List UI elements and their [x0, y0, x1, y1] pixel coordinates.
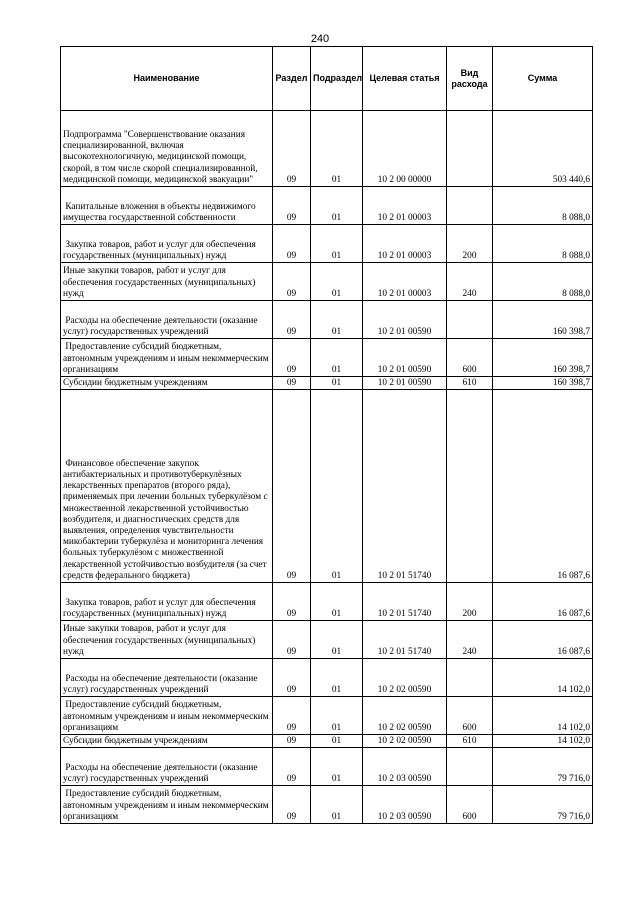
cell-name: Подпрограмма "Совершенствование оказания специализированной, включая высокотехнологичную, медицинской помощи, скорой, в том числе скорой специализированной, медицинской помощи, медицинской эвакуации" [61, 111, 273, 187]
cell-target: 10 2 01 51740 [363, 621, 447, 659]
cell-sum: 503 440,6 [493, 111, 593, 187]
cell-target: 10 2 01 00590 [363, 301, 447, 339]
cell-name: Предоставление субсидий бюджетным, автономным учреждениям и иным некоммерческим организациям [61, 786, 273, 824]
cell-target: 10 2 02 00590 [363, 659, 447, 697]
cell-name: Расходы на обеспечение деятельности (оказание услуг) государственных учреждений [61, 301, 273, 339]
cell-target: 10 2 03 00590 [363, 786, 447, 824]
header-subsection: Подраздел [311, 47, 363, 111]
cell-expense-type: 240 [447, 263, 493, 301]
cell-section: 09 [273, 621, 311, 659]
cell-sum: 16 087,6 [493, 583, 593, 621]
cell-expense-type: 600 [447, 697, 493, 735]
cell-name: Расходы на обеспечение деятельности (оказание услуг) государственных учреждений [61, 659, 273, 697]
table-row [61, 390, 593, 583]
table-row [61, 301, 593, 339]
cell-section: 09 [273, 339, 311, 377]
cell-subsection: 01 [311, 735, 363, 748]
cell-sum: 16 087,6 [493, 621, 593, 659]
cell-target: 10 2 00 00000 [363, 111, 447, 187]
cell-target: 10 2 01 00003 [363, 225, 447, 263]
cell-expense-type: 610 [447, 735, 493, 748]
cell-expense-type [447, 659, 493, 697]
cell-section: 09 [273, 301, 311, 339]
table-row [61, 748, 593, 786]
table-header-row [61, 47, 593, 111]
cell-sum: 14 102,0 [493, 697, 593, 735]
cell-subsection: 01 [311, 748, 363, 786]
header-target: Целевая статья [363, 47, 447, 111]
cell-sum: 8 088,0 [493, 225, 593, 263]
cell-name: Иные закупки товаров, работ и услуг для обеспечения государственных (муниципальных) нужд [61, 263, 273, 301]
cell-name: Субсидии бюджетным учреждениям [61, 735, 273, 748]
header-section: Раздел [273, 47, 311, 111]
cell-sum: 160 398,7 [493, 301, 593, 339]
cell-subsection: 01 [311, 390, 363, 583]
cell-subsection: 01 [311, 786, 363, 824]
table-row [61, 111, 593, 187]
cell-section: 09 [273, 390, 311, 583]
cell-subsection: 01 [311, 377, 363, 390]
cell-sum: 8 088,0 [493, 263, 593, 301]
cell-subsection: 01 [311, 111, 363, 187]
cell-name: Финансовое обеспечение закупок антибактериальных и противотуберкулёзных лекарственных препаратов (второго ряда), применяемых при лечении больных туберкулёзом с множественной лекарственной устойчивостью возбудителя, и диагностических средств для выявления, определения чувствительности микобактерии туберкулёза и мониторинга лечения больных туберкулёзом с множественной лекарственной устойчивостью возбудителя (за счет средств федерального бюджета) [61, 390, 273, 583]
cell-subsection: 01 [311, 301, 363, 339]
cell-expense-type: 200 [447, 225, 493, 263]
cell-expense-type [447, 748, 493, 786]
cell-subsection: 01 [311, 621, 363, 659]
cell-subsection: 01 [311, 263, 363, 301]
cell-name: Предоставление субсидий бюджетным, автономным учреждениям и иным некоммерческим организациям [61, 339, 273, 377]
cell-sum: 14 102,0 [493, 659, 593, 697]
cell-section: 09 [273, 111, 311, 187]
cell-target: 10 2 01 00003 [363, 187, 447, 225]
cell-name: Капитальные вложения в объекты недвижимого имущества государственной собственности [61, 187, 273, 225]
cell-target: 10 2 01 51740 [363, 583, 447, 621]
cell-subsection: 01 [311, 339, 363, 377]
cell-section: 09 [273, 697, 311, 735]
cell-name: Расходы на обеспечение деятельности (оказание услуг) государственных учреждений [61, 748, 273, 786]
page-number: 240 [310, 33, 330, 45]
table-row [61, 187, 593, 225]
cell-target: 10 2 01 00003 [363, 263, 447, 301]
cell-sum: 79 716,0 [493, 748, 593, 786]
cell-target: 10 2 02 00590 [363, 735, 447, 748]
cell-subsection: 01 [311, 187, 363, 225]
table-row [61, 621, 593, 659]
cell-sum: 79 716,0 [493, 786, 593, 824]
cell-sum: 16 087,6 [493, 390, 593, 583]
cell-section: 09 [273, 583, 311, 621]
cell-name: Иные закупки товаров, работ и услуг для обеспечения государственных (муниципальных) нужд [61, 621, 273, 659]
cell-expense-type [447, 301, 493, 339]
cell-subsection: 01 [311, 583, 363, 621]
header-sum: Сумма [493, 47, 593, 111]
cell-subsection: 01 [311, 659, 363, 697]
cell-sum: 8 088,0 [493, 187, 593, 225]
cell-expense-type [447, 111, 493, 187]
cell-expense-type: 240 [447, 621, 493, 659]
table-row [61, 339, 593, 377]
cell-section: 09 [273, 659, 311, 697]
cell-expense-type: 600 [447, 339, 493, 377]
table-row [61, 583, 593, 621]
cell-section: 09 [273, 377, 311, 390]
table-row [61, 377, 593, 390]
cell-name: Субсидии бюджетным учреждениям [61, 377, 273, 390]
cell-subsection: 01 [311, 697, 363, 735]
table-row [61, 659, 593, 697]
cell-section: 09 [273, 187, 311, 225]
cell-section: 09 [273, 735, 311, 748]
cell-name: Закупка товаров, работ и услуг для обеспечения государственных (муниципальных) нужд [61, 225, 273, 263]
table-row [61, 786, 593, 824]
cell-section: 09 [273, 786, 311, 824]
cell-name: Закупка товаров, работ и услуг для обеспечения государственных (муниципальных) нужд [61, 583, 273, 621]
header-name: Наименование [61, 47, 273, 111]
cell-sum: 160 398,7 [493, 377, 593, 390]
table-row [61, 225, 593, 263]
cell-name: Предоставление субсидий бюджетным, автономным учреждениям и иным некоммерческим организациям [61, 697, 273, 735]
cell-section: 09 [273, 263, 311, 301]
cell-expense-type [447, 390, 493, 583]
cell-sum: 14 102,0 [493, 735, 593, 748]
header-expense-type: Вид расхода [447, 47, 493, 111]
cell-section: 09 [273, 748, 311, 786]
cell-target: 10 2 01 00590 [363, 339, 447, 377]
cell-expense-type [447, 187, 493, 225]
cell-expense-type: 600 [447, 786, 493, 824]
table-row [61, 697, 593, 735]
cell-target: 10 2 02 00590 [363, 697, 447, 735]
cell-expense-type: 200 [447, 583, 493, 621]
cell-sum: 160 398,7 [493, 339, 593, 377]
cell-subsection: 01 [311, 225, 363, 263]
cell-target: 10 2 01 00590 [363, 377, 447, 390]
budget-table [60, 46, 593, 824]
table-row [61, 263, 593, 301]
cell-target: 10 2 01 51740 [363, 390, 447, 583]
cell-expense-type: 610 [447, 377, 493, 390]
cell-section: 09 [273, 225, 311, 263]
cell-target: 10 2 03 00590 [363, 748, 447, 786]
table-row [61, 735, 593, 748]
